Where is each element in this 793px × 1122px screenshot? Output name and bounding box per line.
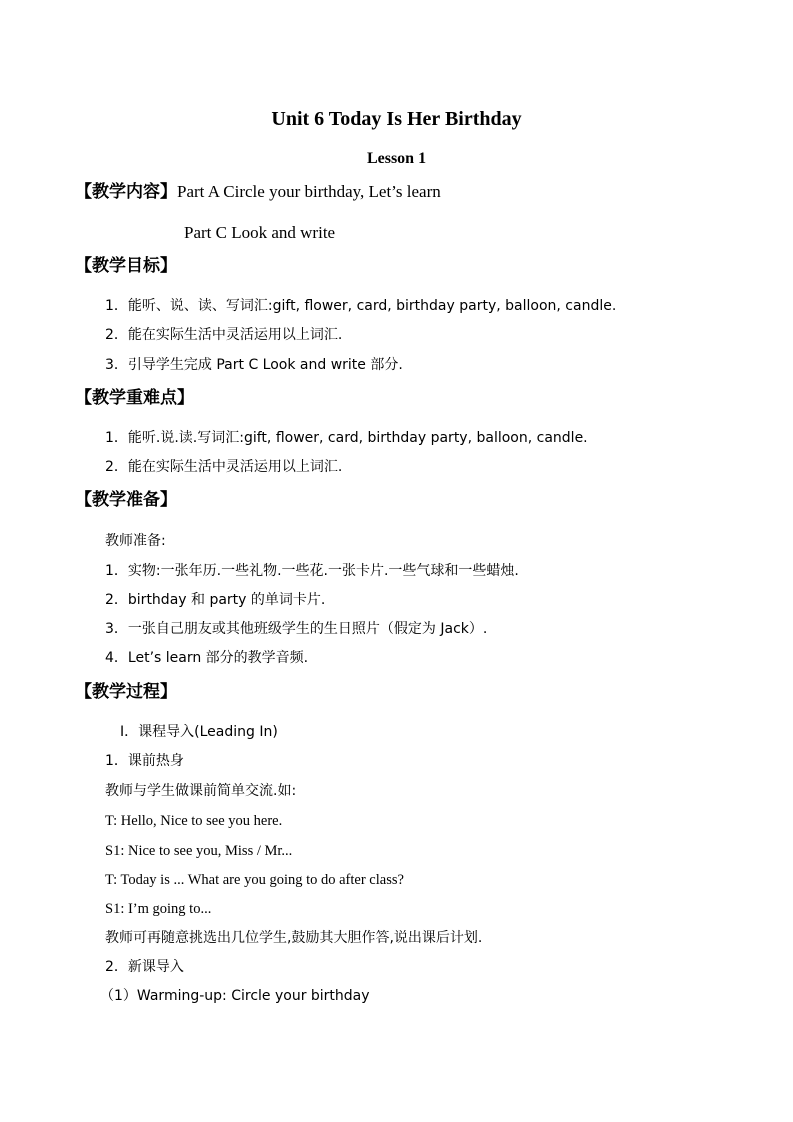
- dialogue-line: S1: Nice to see you, Miss / Mr...: [105, 843, 293, 859]
- prep-item: 3．一张自己朋友或其他班级学生的生日照片（假定为 Jack）.: [105, 621, 488, 637]
- content-heading: [75, 180, 441, 204]
- content-label: 【教学内容】: [75, 182, 177, 202]
- warmup-line: （1）Warming-up: Circle your birthday: [100, 988, 370, 1004]
- prep-item: 1．实物:一张年历.一些礼物.一些花.一张卡片.一些气球和一些蜡烛.: [105, 563, 519, 579]
- process-step-2: 2．新课导入: [105, 959, 184, 975]
- goal-item: 2．能在实际生活中灵活运用以上词汇.: [105, 327, 343, 343]
- process-section-1: Ⅰ．课程导入(Leading In): [120, 724, 278, 740]
- content-line-2: Part C Look and write: [184, 223, 336, 242]
- process-step-1-intro: 教师与学生做课前简单交流.如:: [105, 783, 297, 799]
- process-step-1-note: 教师可再随意挑选出几位学生,鼓励其大胆作答,说出课后计划.: [105, 930, 483, 946]
- key-point-item: 2．能在实际生活中灵活运用以上词汇.: [105, 459, 343, 475]
- document-title: Unit 6 Today Is Her Birthday: [271, 108, 522, 130]
- prep-item: 2．birthday 和 party 的单词卡片.: [105, 592, 326, 608]
- process-step-1: 1．课前热身: [105, 753, 184, 769]
- goal-item: 1．能听、说、读、写词汇:gift, flower, card, birthday party, balloon, candle.: [105, 298, 617, 314]
- prep-heading: 【教学准备】: [75, 490, 177, 510]
- key-point-item: 1．能听.说.读.写词汇:gift, flower, card, birthday party, balloon, candle.: [105, 430, 588, 446]
- key-points-heading: 【教学重难点】: [75, 388, 194, 408]
- prep-item: 4．Let’s learn 部分的教学音频.: [105, 650, 309, 666]
- content-line-1: Part A Circle your birthday, Let’s learn: [177, 182, 441, 201]
- dialogue-line: T: Hello, Nice to see you here.: [105, 813, 283, 829]
- goal-item: 3．引导学生完成 Part C Look and write 部分.: [105, 357, 403, 373]
- goals-heading: 【教学目标】: [75, 256, 177, 276]
- dialogue-line: T: Today is ... What are you going to do after class?: [105, 872, 404, 888]
- process-heading: 【教学过程】: [75, 682, 177, 702]
- dialogue-line: S1: I’m going to...: [105, 901, 212, 917]
- prep-intro: 教师准备:: [105, 533, 166, 549]
- lesson-subtitle: Lesson 1: [366, 150, 427, 167]
